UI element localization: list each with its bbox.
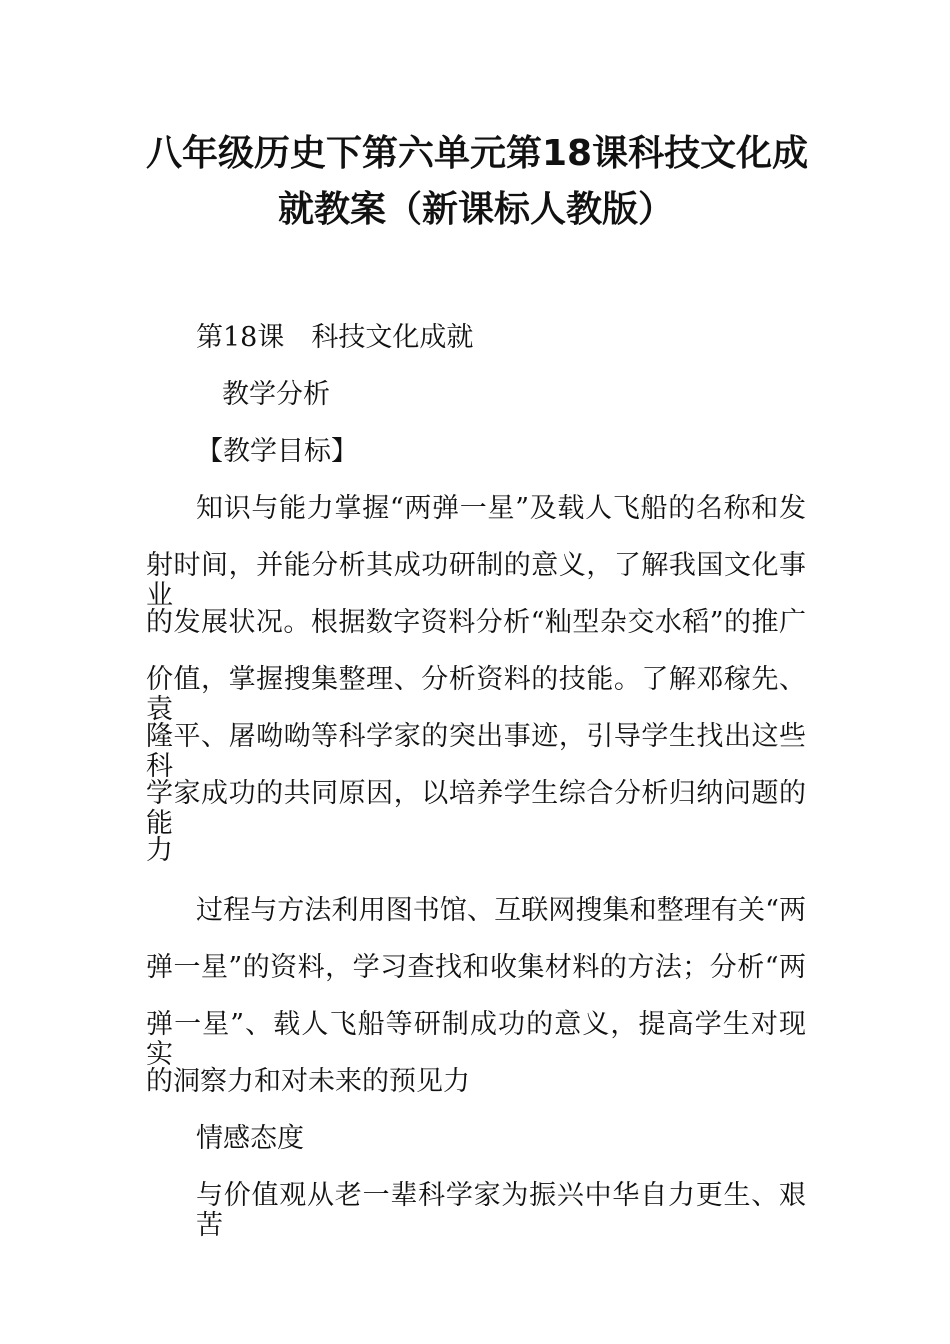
paragraph-1-line: 射时间，并能分析其成功研制的意义，了解我国文化事业 xyxy=(146,550,806,611)
section-heading: 教学分析 xyxy=(222,379,330,410)
paragraph-1-line: 隆平、屠呦呦等科学家的突出事迹，引导学生找出这些科 xyxy=(146,721,806,782)
emotion-heading: 情感态度 xyxy=(196,1123,304,1154)
paragraph-1-line: 知识与能力掌握“两弹一星”及载人飞船的名称和发 xyxy=(196,493,806,524)
paragraph-2-line: 弹一星”的资料，学习查找和收集材料的方法；分析“两 xyxy=(146,952,806,983)
paragraph-1-line: 的发展状况。根据数字资料分析“籼型杂交水稻”的推广 xyxy=(146,607,806,638)
paragraph-2-line: 过程与方法利用图书馆、互联网搜集和整理有关“两 xyxy=(196,895,806,926)
document-title-line-1: 八年级历史下第六单元第18课科技文化成 xyxy=(146,133,809,174)
lesson-heading: 第18课 科技文化成就 xyxy=(196,322,474,353)
objectives-heading: 【教学目标】 xyxy=(196,436,358,467)
document-title-line-2: 就教案（新课标人教版） xyxy=(277,189,674,230)
paragraph-3-line: 与价值观从老一辈科学家为振兴中华自力更生、艰苦 xyxy=(196,1180,806,1241)
paragraph-1-line: 价值，掌握搜集整理、分析资料的技能。了解邓稼先、袁 xyxy=(146,664,806,725)
paragraph-2-line: 的洞察力和对未来的预见力 xyxy=(146,1066,470,1097)
paragraph-1-line: 力 xyxy=(146,835,173,866)
paragraph-2-line: 弹一星”、载人飞船等研制成功的意义，提高学生对现实 xyxy=(146,1009,806,1070)
paragraph-1-line: 学家成功的共同原因，以培养学生综合分析归纳问题的能 xyxy=(146,778,806,839)
